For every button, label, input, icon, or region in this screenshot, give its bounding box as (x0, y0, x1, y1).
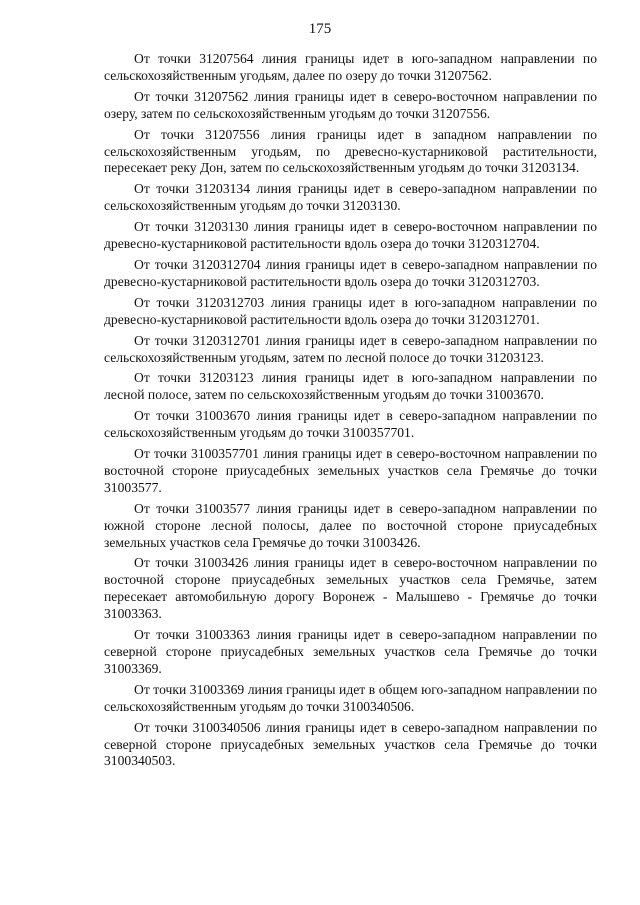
paragraph: От точки 31203134 линия границы идет в северо-западном направлении по сельскохозяйственным угодьям до точки 31203130. (104, 181, 597, 214)
paragraph: От точки 31003369 линия границы идет в общем юго-западном направлении по сельскохозяйственным угодьям до точки 3100340506. (104, 681, 597, 714)
paragraph: От точки 31003363 линия границы идет в северо-западном направлении по северной стороне приусадебных земельных участков села Гремячье до точки 31003369. (104, 627, 597, 676)
paragraph: От точки 31203123 линия границы идет в юго-западном направлении по лесной полосе, затем по сельскохозяйственным угодьям до точки 31003670. (104, 370, 597, 403)
paragraph: От точки 3100357701 линия границы идет в северо-восточном направлении по восточной стороне приусадебных земельных участков села Гремячье до точки 31003577. (104, 446, 597, 495)
paragraph: От точки 3120312701 линия границы идет в северо-западном направлении по сельскохозяйственным угодьям, затем по лесной полосе до точки 31203123. (104, 332, 597, 365)
paragraph: От точки 31003670 линия границы идет в северо-западном направлении по сельскохозяйственным угодьям до точки 3100357701. (104, 408, 597, 441)
document-body (104, 51, 597, 774)
paragraph: От точки 3120312704 линия границы идет в северо-западном направлении по древесно-кустарниковой растительности вдоль озера до точки 3120312703. (104, 256, 597, 289)
paragraph: От точки 31003426 линия границы идет в северо-восточном направлении по восточной стороне приусадебных земельных участков села Гремячье, затем пересекает автомобильную дорогу Воронеж - Малышево - Гремячье до точки 31003363. (104, 555, 597, 622)
paragraph: От точки 3120312703 линия границы идет в юго-западном направлении по древесно-кустарниковой растительности вдоль озера до точки 3120312701. (104, 294, 597, 327)
paragraph: От точки 31203130 линия границы идет в северо-восточном направлении по древесно-кустарниковой растительности вдоль озера до точки 3120312704. (104, 219, 597, 252)
paragraph: От точки 31207564 линия границы идет в юго-западном направлении по сельскохозяйственным угодьям, далее по озеру до точки 31207562. (104, 51, 597, 83)
paragraph: От точки 31207562 линия границы идет в северо-восточном направлении по озеру, затем по сельскохозяйственным угодьям до точки 31207556. (104, 88, 597, 121)
paragraph: От точки 31003577 линия границы идет в северо-западном направлении по южной стороне лесной полосы, далее по восточной стороне приусадебных земельных участков села Гремячье до точки 31003426. (104, 500, 597, 550)
paragraph: От точки 3100340506 линия границы идет в северо-западном направлении по северной стороне приусадебных земельных участков села Гремячье до точки 3100340503. (104, 719, 597, 769)
paragraph: От точки 31207556 линия границы идет в западном направлении по сельскохозяйственным угодьям, по древесно-кустарниковой растительности, пересекает реку Дон, затем по сельскохозяйственным угодьям до точки 31203134. (104, 126, 597, 176)
page-number: 175 (308, 21, 332, 37)
